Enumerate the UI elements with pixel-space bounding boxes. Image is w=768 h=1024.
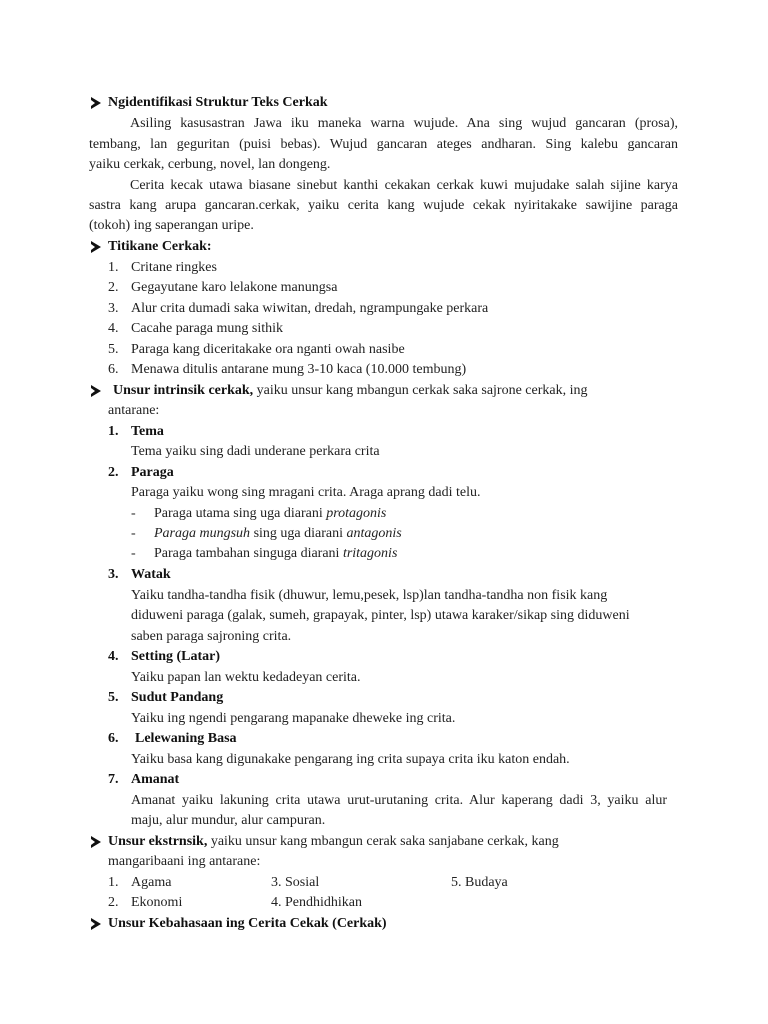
list-item-number: 7.	[108, 772, 119, 787]
list-item: Cacahe paraga mung sithik	[131, 321, 284, 336]
sub-item-term: tritagonis	[342, 546, 398, 561]
item-description: Amanat yaiku lakuning crita utawa urut-urutaning crita. Alur kaperang dadi 3, yaiku alur	[131, 793, 667, 808]
list-item: Gegayutane karo lelakone manungsa	[131, 280, 338, 295]
list-item: Ekonomi	[131, 895, 183, 910]
item-description: diduweni paraga (galak, sumeh, grapayak, pinter, lsp) utawa karaker/sikap sing diduweni	[131, 608, 630, 623]
list-item: Critane ringkes	[131, 260, 217, 275]
item-description: maju, alur mundur, alur campuran.	[131, 813, 326, 828]
sub-item-text: Paraga utama sing uga diarani	[154, 506, 327, 521]
dash-bullet: -	[131, 526, 136, 541]
sub-item-text: sing uga diarani	[250, 526, 347, 541]
item-description: Yaiku papan lan wektu kedadeyan cerita.	[131, 670, 361, 685]
list-item-number: 3.	[108, 301, 119, 316]
dash-bullet: -	[131, 546, 136, 561]
subheading-tema: Tema	[131, 424, 164, 439]
list-item: Agama	[131, 875, 172, 890]
list-item: Menawa ditulis antarane mung 3-10 kaca (10.000 tembung)	[131, 362, 467, 377]
arrow-bullet-icon	[91, 241, 101, 253]
subheading-lelewaning-basa: Lelewaning Basa	[135, 731, 237, 746]
list-item: Alur crita dumadi saka wiwitan, dredah, ngrampungake perkara	[131, 301, 489, 316]
heading-rest: yaiku unsur kang mbangun cerkak saka sajrone cerkak, ing	[253, 383, 588, 398]
list-item: 4. Pendhidhikan	[271, 895, 362, 910]
list-item: 3. Sosial	[271, 875, 320, 890]
item-description: saben paraga sajroning crita.	[131, 629, 292, 644]
arrow-bullet-icon	[91, 918, 101, 930]
paragraph-line: Asiling kasusastran Jawa iku maneka warna wujude. Ana sing wujud gancaran (prosa),	[130, 116, 678, 131]
list-item-number: 2.	[108, 465, 119, 480]
heading-rest: yaiku unsur kang mbangun cerak saka sanjabane cerkak, kang	[207, 834, 559, 849]
arrow-bullet-icon	[91, 385, 101, 397]
dash-bullet: -	[131, 506, 136, 521]
paragraph-line: Cerita kecak utawa biasane sinebut kanthi cekakan cerkak kuwi mujudake salah sijine karya	[130, 178, 678, 193]
item-description: Paraga yaiku wong sing mragani crita. Araga aprang dadi telu.	[131, 485, 481, 500]
heading-continuation: antarane:	[108, 403, 160, 418]
list-item-number: 1.	[108, 424, 119, 439]
item-description: Tema yaiku sing dadi underane perkara crita	[131, 444, 380, 459]
section-heading-kebahasaan: Unsur Kebahasaan ing Cerita Cekak (Cerkak)	[108, 916, 387, 931]
list-item-number: 1.	[108, 260, 119, 275]
item-description: Yaiku tandha-tandha fisik (dhuwur, lemu,pesek, lsp)lan tandha-tandha non fisik kang	[131, 588, 608, 603]
subheading-setting: Setting (Latar)	[131, 649, 221, 664]
arrow-bullet-icon	[91, 836, 101, 848]
list-item-number: 3.	[108, 567, 119, 582]
sub-item-term: Paraga mungsuh	[154, 526, 251, 541]
list-item-number: 4.	[108, 321, 119, 336]
paragraph-line: tembang, lan geguritan (puisi bebas). Wujud gancaran ateges andharan. Sing kalebu gancaran	[89, 137, 678, 152]
heading-continuation: mangaribaani ing antarane:	[108, 854, 261, 869]
list-item-number: 5.	[108, 690, 119, 705]
subheading-watak: Watak	[131, 567, 171, 582]
sub-list-item	[154, 544, 397, 564]
item-description: Yaiku ing ngendi pengarang mapanake dheweke ing crita.	[131, 711, 456, 726]
sub-item-text: Paraga tambahan singuga diarani	[154, 546, 343, 561]
sub-list-item	[154, 524, 402, 544]
sub-item-term: antagonis	[346, 526, 402, 541]
section-heading-struktur: Ngidentifikasi Struktur Teks Cerkak	[108, 95, 328, 110]
list-item-number: 2.	[108, 280, 119, 295]
list-item-number: 2.	[108, 895, 119, 910]
list-item-number: 6.	[108, 731, 119, 746]
subheading-amanat: Amanat	[131, 772, 180, 787]
list-item: 5. Budaya	[451, 875, 508, 890]
sub-item-term: protagonis	[326, 506, 387, 521]
section-heading-ekstrinsik	[108, 832, 559, 852]
list-item-number: 4.	[108, 649, 119, 664]
list-item-number: 6.	[108, 362, 119, 377]
list-item: Paraga kang diceritakake ora nganti owah nasibe	[131, 342, 405, 357]
subheading-paraga: Paraga	[131, 465, 174, 480]
list-item-number: 5.	[108, 342, 119, 357]
paragraph-line: sastra kang arupa gancaran.cerkak, yaiku cerita kang wujude cekak nyiritakake sawijine paraga	[89, 198, 678, 213]
heading-bold-term: Unsur intrinsik cerkak,	[113, 383, 254, 398]
section-heading-titikane: Titikane Cerkak:	[108, 239, 212, 254]
paragraph-line: yaiku cerkak, cerbung, novel, lan dongeng.	[89, 157, 331, 172]
item-description: Yaiku basa kang digunakake pengarang ing crita supaya crita iku katon endah.	[131, 752, 570, 767]
subheading-sudut-pandang: Sudut Pandang	[131, 690, 224, 705]
paragraph-line: (tokoh) ing saperangan uripe.	[89, 218, 254, 233]
sub-list-item	[154, 504, 386, 524]
list-item-number: 1.	[108, 875, 119, 890]
arrow-bullet-icon	[91, 97, 101, 109]
heading-bold-term: Unsur ekstrnsik,	[108, 834, 208, 849]
section-heading-intrinsik	[113, 381, 588, 401]
